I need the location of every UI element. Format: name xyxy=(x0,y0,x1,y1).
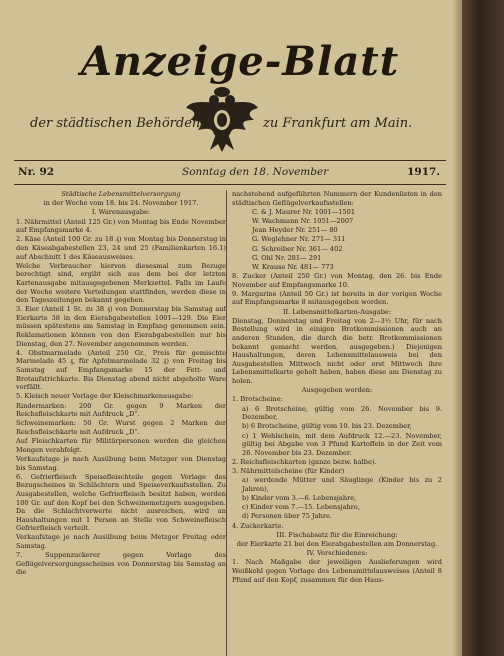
eagle-emblem-icon xyxy=(184,84,260,154)
issue-date: Sonntag den 18. November xyxy=(182,166,329,178)
left-para: Welche Verbraucher hiervon diesesmal zum Bezuge berechtigt sind, ergibt sich aus dem bei der letzten Kartenausgabe mitausgegebenen Merkzettel. Falls im Laufe der Woche weitere Verteilungen stattfinden, werden diese in den Tageszeitungen bekannt gegeben. xyxy=(16,261,226,305)
left-para: 3. Eier (Anteil 1 St. zu 38 ₰) von Donnerstag bis Samstag auf Eierkarte 38 in den Eierabgabestellen 1001—129. Die Eier müssen spätestens am Samstag in Empfang genommen sein. Reklamationen können von den Eierabgabestellen nur bis Dienstag, den 27. November angenommen werden. xyxy=(16,305,226,348)
right-para: d) Personen über 75 Jahre. xyxy=(242,512,333,521)
vendor-list-item: G. Schreiber Nr. 361— 402 xyxy=(252,244,343,253)
left-para: 7. Suppenzuckerer gegen Vorlage des Geflügelversorgungsscheines von Donnerstag bis Samstag an die xyxy=(16,551,226,577)
right-para: 8. Zucker (Anteil 250 Gr.) von Montag, den 26. bis Ende November auf Empfangsmarke 10. xyxy=(232,272,442,289)
right-para: c) 1 Wehlschein, mit dem Aufdruck 12.—23. November, gültig bei Abgabe von 3 Pfund Kartoffeln in der Zeit vom 26. November bis 23. Dezember. xyxy=(242,431,442,457)
left-column xyxy=(16,190,226,656)
column-divider xyxy=(226,190,227,656)
vendor-list-item: W. Krause Nr. 481— 773 xyxy=(252,262,334,271)
left-para: Verkaufstage je nach Ausübung beim Metzger von Dienstag bis Samstag. xyxy=(16,454,226,472)
left-para: Auf Fleischkarten für Militärpersonen werden die gleichen Mengen verabfolgt. xyxy=(16,437,226,454)
left-para: 2. Käse (Anteil 100 Gr. zu 18 ₰) von Montag bis Donnerstag in den Käseabgabestellen 23, 24 und 25 (Familienkarten 16.1) auf Abschnitt 1 des Käseausweises. xyxy=(16,235,226,261)
left-para: 5. Kleisch neuer Vorlage der Kleischmarkenausgabe: xyxy=(16,392,194,401)
right-para: 2. Reichsfleischkarten (ganze bezw. halbe). xyxy=(232,457,377,466)
right-section-heading: II. Lebensmittelkarten-Ausgabe: xyxy=(282,307,392,316)
right-para: a) werdende Mütter und Säuglinge (Kinder bis zu 2 Jahren), xyxy=(242,476,442,493)
left-para: Rindermarken: 200 Gr. gegen 9 Marken der Reichsfleischkarte mit Aufdruck „D“. xyxy=(16,401,226,419)
vendor-list-item: G. Weglehner Nr. 271— 311 xyxy=(252,235,346,244)
left-para: in der Woche vom 18. bis 24. November 1917. xyxy=(43,199,199,208)
masthead-subtitle-right: zu Frankfurt am Main. xyxy=(263,116,413,131)
right-para: 3. Nährmittelscheine (für Kinder) xyxy=(232,467,345,476)
right-para: c) Kinder vom 7.—15. Lebensjahre, xyxy=(242,503,360,512)
masthead-subtitle-left: der städtischen Behörden xyxy=(30,116,201,131)
left-para: Schweinemarken: 50 Gr. Wurst gegen 2 Marken der Reichsfleischkarte mit Aufdruck „D“. xyxy=(16,419,226,436)
right-section-heading: III. Fischabsatz für die Einreichung: xyxy=(276,530,398,539)
vendor-list-item: G. Ohl Nr. 281— 291 xyxy=(252,253,322,262)
right-para: nachstehend aufgeführten Nummern der Kundenlisten in den städtischen Geflügelverkaufsstellen: xyxy=(232,190,442,207)
issue-number: Nr. 92 xyxy=(18,166,55,178)
right-para: b) 6 Brotscheine, gültig vom 10. bis 23. Dezember, xyxy=(242,422,412,431)
right-para: Ausgegeben werden: xyxy=(301,386,373,395)
right-para: a) 6 Brotscheine, gültig vom 26. November bis 9. Dezember, xyxy=(242,404,442,422)
right-para: 1. Brotscheine: xyxy=(232,395,283,404)
right-para: 4. Zuckerkarte. xyxy=(232,521,284,530)
right-para: b) Kinder vom 3.—6. Lebensjahre, xyxy=(242,494,357,503)
left-para: 1. Nährmittel (Anteil 125 Gr.) von Montag bis Ende November auf Empfangsmarke 4. xyxy=(16,217,226,235)
right-para: der Eierkarte 21 bei den Eierabgabestellen am Donnerstag. xyxy=(236,540,438,548)
right-section-heading: IV. Verschiedenes: xyxy=(306,549,368,558)
right-para: 9. Margarine (Anteil 50 Gr.) ist bereits in der vorigen Woche auf Empfangsmarke 8 mitausgegeben worden. xyxy=(232,289,442,307)
left-para: 4. Obstmarmelade (Anteil 250 Gr., Preis für gemischte Marmelade 45 ₰, für Apfelmarmelade 32 ₰) von Freitag bis Samstag auf Empfangsmarke 15 der Fett- und Brotaufstrichkarte. Bis Dienstag abend nicht abgeholte Ware verfällt. xyxy=(16,348,226,392)
left-para: Verkaufstage je nach Ausübung beim Metzger Freitag oder Samstag. xyxy=(16,533,226,551)
book-spine xyxy=(462,0,504,656)
left-section-heading: I. Warenausgabe: xyxy=(91,208,151,217)
issue-year: 1917. xyxy=(407,166,440,178)
left-para: 6. Gefrierfleisch Speisefleischteile gegen Vorlage des Bezugscheines in Schlächtern und Speiseverkaufsstellen. Zu Ausgabestellen, welche Gefrierfleisch besitzt haben, werden 100 Gr. auf den Kopf bei den Schweinemetzgern ausgegeben. Da die Schlachtverwerte nicht ausreichen, wird an Haushaltungen mit 1 Person an Stelle von Schweinefleisch Gefrierfleisch verteilt. xyxy=(16,472,226,533)
right-para: 1. Nach Maßgabe der jeweiligen Auslieferungen wird Weißkohl gegen Vorlage des Lebensmittelausweises (Anteil 8 Pfund auf den Kopf, zusammen für den Haus- xyxy=(232,558,442,584)
left-para: Städtische Lebensmittelversorgung xyxy=(61,190,181,198)
vendor-list-item: Jean Heyder Nr. 251— 80 xyxy=(252,226,338,235)
right-column xyxy=(232,190,442,656)
vendor-list-item: W. Wachmann Nr. 1051—2007 xyxy=(252,216,354,225)
masthead-title: Anzeige-Blatt xyxy=(80,38,400,85)
vendor-list-item: C. & J. Maurer Nr. 1001—1501 xyxy=(252,207,356,216)
header-rule-bottom xyxy=(14,184,446,185)
header-rule-top xyxy=(14,160,446,161)
right-para: Dienstag, Donnerstag und Freitag von 2—3½ Uhr, für nach Bestellung wird in einigen Brotkommissionen auch an anderen Stunden, die durch die betr. Brotkommissionen bekannt gemacht werden, ausgegeben.) Diejenigen Haushaltungen, deren Lebensmittelausweis bei den Ausgabestellen Mittwoch nicht oder erst Mittwoch ihre Lebensmittelkarte geholt haben, haben diese am Dienstag zu holen. xyxy=(232,316,442,385)
issue-info-row xyxy=(14,166,446,182)
